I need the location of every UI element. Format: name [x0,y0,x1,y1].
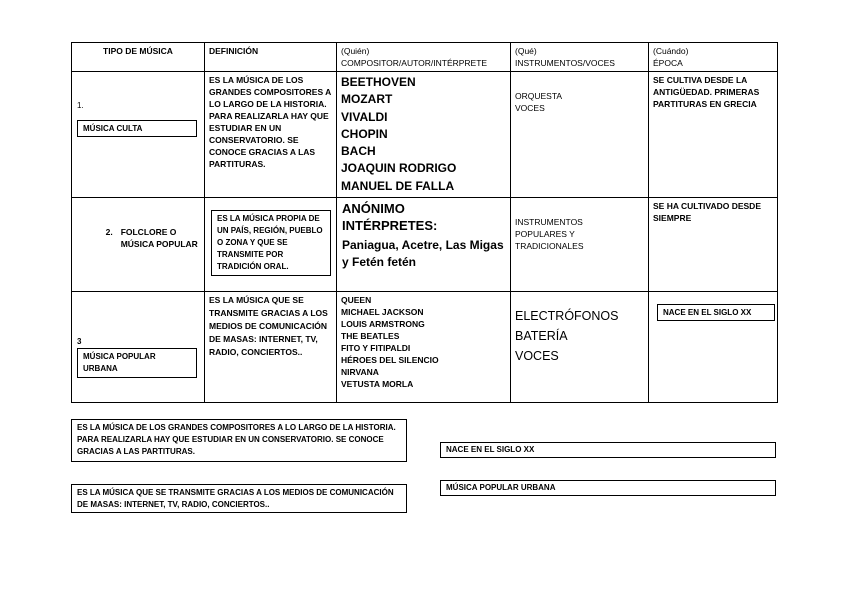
when-box-urbana: NACE EN EL SIGLO XX [657,304,775,321]
cell-when-3 [649,292,778,403]
definition-box-folclore: ES LA MÚSICA PROPIA DE UN PAÍS, REGIÓN, PUEBLO O ZONA Y QUE SE TRANSMITE POR TRADICIÓN ORAL. [211,210,331,276]
loose-box-siglo-xx[interactable]: NACE EN EL SIGLO XX [440,442,776,458]
loose-box-urbana-definition[interactable]: ES LA MÚSICA QUE SE TRANSMITE GRACIAS A LOS MEDIOS DE COMUNICACIÓN DE MASAS: INTERNET, TV, RADIO, CONCIERTOS.. [71,484,407,513]
when-folclore: SE HA CULTIVADO DESDE SIEMPRE [649,198,778,292]
type-text-folclore: FOLCLORE O MÚSICA POPULAR [120,227,198,250]
row-number-1: 1. [77,101,84,110]
type-box-urbana: MÚSICA POPULAR URBANA [77,348,197,378]
loose-box-culta-definition[interactable]: ES LA MÚSICA DE LOS GRANDES COMPOSITORES A LO LARGO DE LA HISTORIA. PARA REALIZARLA HAY QUE ESTUDIAR EN UN CONSERVATORIO. SE CONOCE GRACIAS A LAS PARTITURAS. [71,419,407,462]
what-folclore: INSTRUMENTOS POPULARES Y TRADICIONALES [511,198,649,292]
who-culta: BEETHOVEN MOZART VIVALDI CHOPIN BACH JOAQUIN RODRIGO MANUEL DE FALLA [337,72,511,198]
row-number-3: 3 [77,337,82,347]
music-types-table [71,42,778,403]
type-box-culta: MÚSICA CULTA [77,120,197,137]
header-what: (Qué) INSTRUMENTOS/VOCES [511,43,649,72]
definition-culta: ES LA MÚSICA DE LOS GRANDES COMPOSITORES A LO LARGO DE LA HISTORIA. PARA REALIZARLA HAY QUE ESTUDIAR EN UN CONSERVATORIO. SE CONOCE GRACIAS A LAS PARTITURAS. [205,72,337,198]
when-culta: SE CULTIVA DESDE LA ANTIGÜEDAD. PRIMERAS PARTITURAS EN GRECIA [649,72,778,198]
header-row [72,43,778,72]
cell-type-2 [72,198,205,292]
row-folclore [72,198,778,292]
header-type: TIPO DE MÚSICA [72,43,205,72]
who-folclore: ANÓNIMO INTÉRPRETES: Paniagua, Acetre, Las Migas y Fetén fetén [337,198,511,292]
definition-urbana: ES LA MÚSICA QUE SE TRANSMITE GRACIAS A LOS MEDIOS DE COMUNICACIÓN DE MASAS: INTERNET, TV, RADIO, CONCIERTOS.. [205,292,337,403]
cell-type-1 [72,72,205,198]
cell-type-3 [72,292,205,403]
row-culta [72,72,778,198]
header-when: (Cuándo) ÉPOCA [649,43,778,72]
cell-definition-2 [205,198,337,292]
what-culta: ORQUESTA VOCES [511,72,649,198]
what-urbana: ELECTRÓFONOS BATERÍA VOCES [511,292,649,403]
who-urbana: QUEEN MICHAEL JACKSON LOUIS ARMSTRONG THE BEATLES FITO Y FITIPALDI HÉROES DEL SILENCIO NIRVANA VETUSTA MORLA [337,292,511,403]
header-who: (Quién) COMPOSITOR/AUTOR/INTÉRPRETE [337,43,511,72]
loose-box-popular-urbana[interactable]: MÚSICA POPULAR URBANA [440,480,776,496]
row-number-2: 2. [105,227,113,238]
header-definition: DEFINICIÓN [205,43,337,72]
row-urbana [72,292,778,403]
